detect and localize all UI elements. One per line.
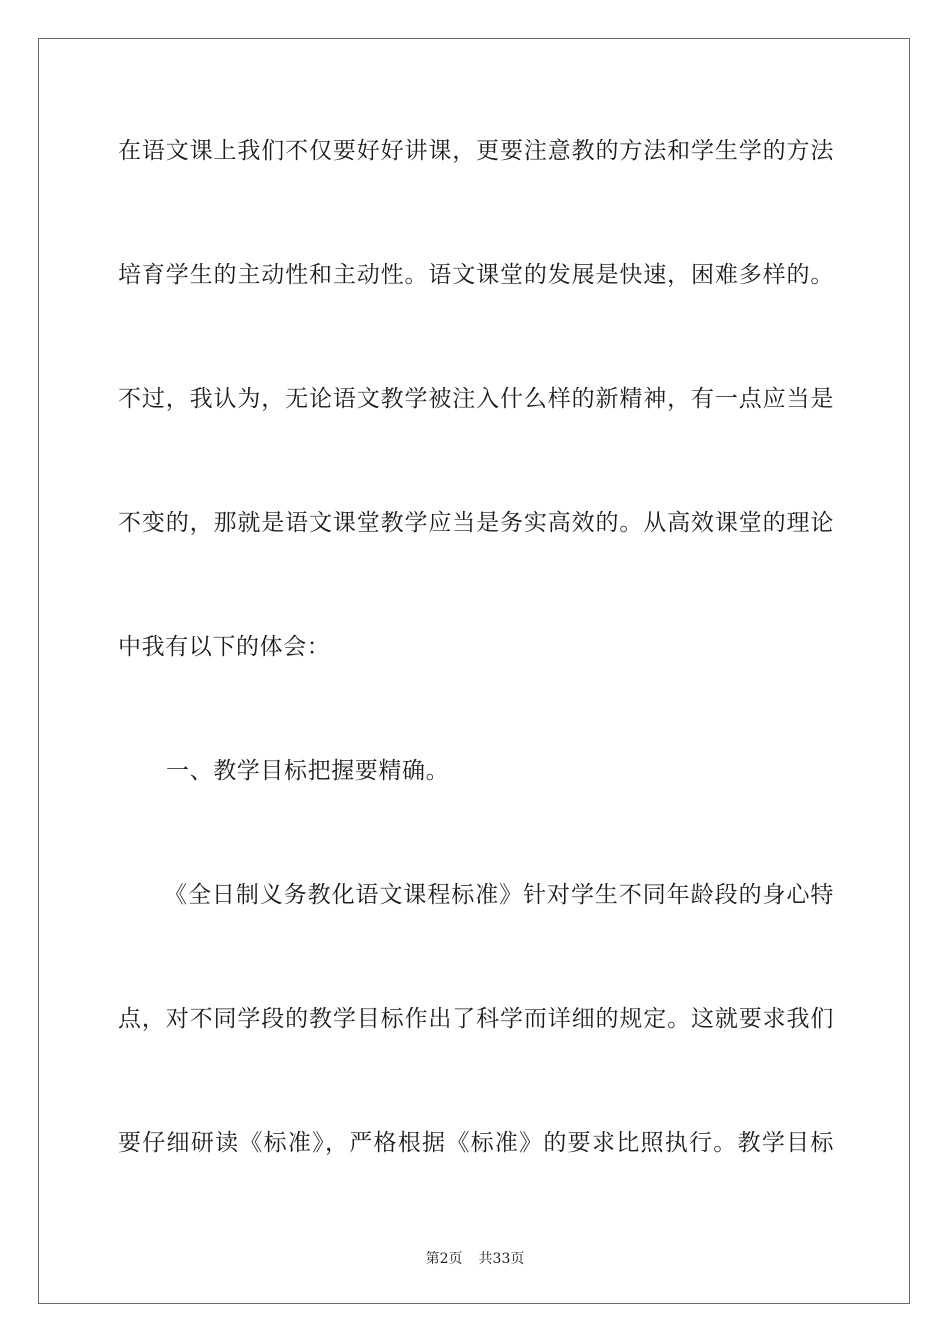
page-border	[38, 38, 910, 1304]
body-line-7: 点，对不同学段的教学目标作出了科学而详细的规定。这就要求我们	[118, 1006, 834, 1032]
body-line-6: 《全日制义务教化语文课程标准》针对学生不同年龄段的身心特	[164, 882, 834, 908]
body-line-3: 不过，我认为，无论语文教学被注入什么样的新精神，有一点应当是	[118, 386, 834, 412]
body-line-4: 不变的，那就是语文课堂教学应当是务实高效的。从高效课堂的理论	[118, 510, 834, 536]
body-line-5: 中我有以下的体会：	[118, 634, 331, 660]
page-number: 第2页	[425, 1251, 463, 1267]
body-line-8: 要仔细研读《标准》，严格根据《标准》的要求比照执行。教学目标	[118, 1130, 834, 1156]
section-heading: 一、教学目标把握要精确。	[166, 758, 450, 784]
page-total: 共33页	[478, 1251, 525, 1267]
page-footer	[0, 1248, 950, 1268]
body-line-1: 在语文课上我们不仅要好好讲课，更要注意教的方法和学生学的方法	[118, 138, 834, 164]
body-line-2: 培育学生的主动性和主动性。语文课堂的发展是快速，困难多样的。	[118, 262, 834, 288]
